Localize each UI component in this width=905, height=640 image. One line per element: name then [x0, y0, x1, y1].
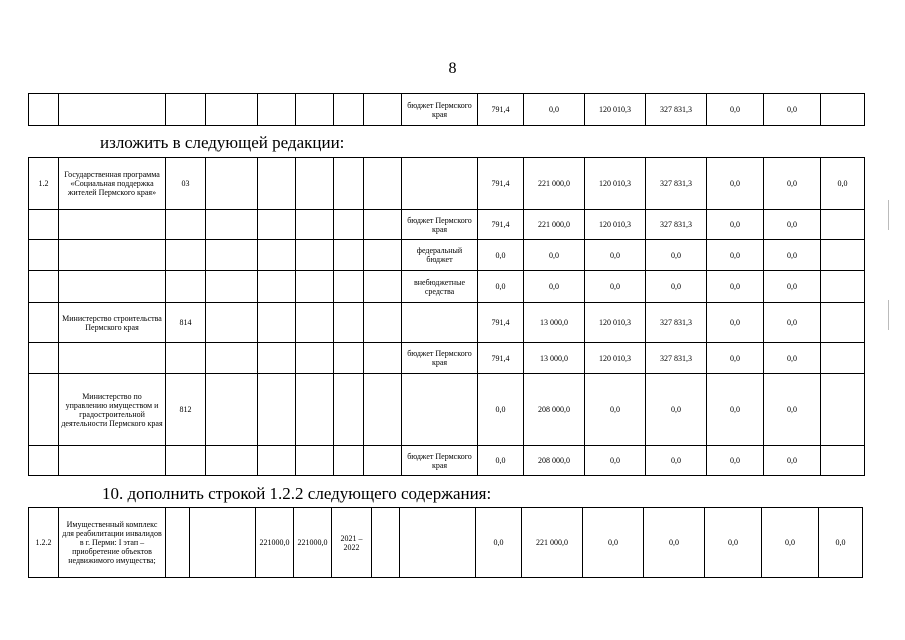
table-cell: 1.2.2: [29, 508, 59, 578]
table-cell: [821, 343, 865, 374]
table-cell: [296, 271, 334, 303]
table-cell: [296, 158, 334, 210]
scan-edge-mark: [888, 200, 889, 230]
table-row: [29, 343, 865, 374]
table-cell: 0,0: [764, 446, 821, 476]
table-cell: 0,0: [762, 508, 819, 578]
table-cell: [364, 210, 402, 240]
table-cell: [296, 343, 334, 374]
table-cell: [206, 343, 258, 374]
table-cell: 13 000,0: [524, 303, 585, 343]
table-cell: [296, 94, 334, 126]
table-cell: [400, 508, 476, 578]
table-cell: 0,0: [524, 94, 585, 126]
table-cell: 120 010,3: [585, 343, 646, 374]
table-cell: Имущественный комплекс для реабилитации инвалидов в г. Перми: I этап – приобретение объектов недвижимого имущества;: [59, 508, 166, 578]
table-cell: 221000,0: [294, 508, 332, 578]
table-cell: 327 831,3: [646, 94, 707, 126]
table-cell: [296, 303, 334, 343]
table-cell: 0,0: [764, 210, 821, 240]
table-row: [29, 303, 865, 343]
table-cell: 791,4: [478, 303, 524, 343]
table-cell: [166, 240, 206, 271]
table-cell: [364, 343, 402, 374]
table-cell: [364, 446, 402, 476]
table-cell: 812: [166, 374, 206, 446]
table-cell: 0,0: [764, 374, 821, 446]
table-cell: 120 010,3: [585, 94, 646, 126]
table-cell: 0,0: [478, 446, 524, 476]
table-cell: 0,0: [764, 343, 821, 374]
table-cell: 0,0: [764, 271, 821, 303]
table-cell: [402, 158, 478, 210]
table-cell: 221 000,0: [524, 210, 585, 240]
table-cell: [364, 158, 402, 210]
table-cell: [334, 446, 364, 476]
scan-edge-mark: [888, 300, 889, 330]
table-cell: [59, 94, 166, 126]
table-cell: [402, 303, 478, 343]
table-cell: бюджет Пермского края: [402, 210, 478, 240]
table-cell: 2021 – 2022: [332, 508, 372, 578]
table-cell: 327 831,3: [646, 303, 707, 343]
table-row: [29, 210, 865, 240]
table-cell: 0,0: [585, 271, 646, 303]
table-cell: [258, 210, 296, 240]
table-cell: [206, 210, 258, 240]
table-cell: 327 831,3: [646, 343, 707, 374]
table-cell: 120 010,3: [585, 158, 646, 210]
table-cell: 0,0: [478, 271, 524, 303]
table-cell: 120 010,3: [585, 210, 646, 240]
table-cell: 814: [166, 303, 206, 343]
table-cell: 03: [166, 158, 206, 210]
table-row: [29, 374, 865, 446]
table-cell: 0,0: [524, 271, 585, 303]
table-cell: [296, 446, 334, 476]
table-cell: [59, 210, 166, 240]
table-cell: [821, 374, 865, 446]
table-cell: 0,0: [583, 508, 644, 578]
table-row: [29, 508, 863, 578]
table-cell: [206, 271, 258, 303]
table-cell: 0,0: [764, 303, 821, 343]
table-cell: [296, 210, 334, 240]
table-row: [29, 240, 865, 271]
table-cell: [258, 303, 296, 343]
table-cell: 0,0: [707, 303, 764, 343]
table-cell: [29, 210, 59, 240]
table-row: [29, 446, 865, 476]
table-cell: [334, 343, 364, 374]
table-cell: 0,0: [646, 446, 707, 476]
table-cell: [29, 271, 59, 303]
table-cell: [334, 271, 364, 303]
table-cell: [206, 446, 258, 476]
table-cell: [364, 271, 402, 303]
table-row: [29, 271, 865, 303]
table-cell: 1.2: [29, 158, 59, 210]
table-cell: 208 000,0: [524, 446, 585, 476]
table-cell: 221 000,0: [524, 158, 585, 210]
table-cell: [821, 210, 865, 240]
table-cell: 0,0: [646, 240, 707, 271]
table-cell: [206, 374, 258, 446]
table-cell: [334, 210, 364, 240]
table-cell: федеральный бюджет: [402, 240, 478, 271]
table-cell: [166, 210, 206, 240]
table-cell: [166, 446, 206, 476]
table-cell: [296, 374, 334, 446]
table-cell: [29, 303, 59, 343]
table-cell: 0,0: [478, 240, 524, 271]
table-cell: [821, 94, 865, 126]
table-cell: внебюджетные средства: [402, 271, 478, 303]
table-cell: бюджет Пермского края: [402, 94, 478, 126]
table-cell: [258, 374, 296, 446]
table-cell: [190, 508, 256, 578]
table-cell: 791,4: [478, 343, 524, 374]
table-cell: [258, 343, 296, 374]
table-cell: [372, 508, 400, 578]
heading-add-row: 10. дополнить строкой 1.2.2 следующего содержания:: [102, 484, 492, 503]
table-cell: 0,0: [707, 343, 764, 374]
table-cell: 0,0: [764, 94, 821, 126]
table-cell: [364, 240, 402, 271]
table-top-continuation: [28, 93, 865, 126]
table-cell: [334, 158, 364, 210]
table-cell: 13 000,0: [524, 343, 585, 374]
table-cell: [29, 240, 59, 271]
table-cell: [258, 240, 296, 271]
table-cell: [166, 343, 206, 374]
table-cell: 0,0: [476, 508, 522, 578]
table-cell: [821, 446, 865, 476]
table-cell: Министерство строительства Пермского края: [59, 303, 166, 343]
table-cell: 0,0: [644, 508, 705, 578]
table-cell: [334, 303, 364, 343]
heading-new-edition: изложить в следующей редакции:: [100, 133, 345, 152]
table-cell: Государственная программа «Социальная поддержка жителей Пермского края»: [59, 158, 166, 210]
table-cell: 791,4: [478, 94, 524, 126]
table-cell: [29, 94, 59, 126]
table-cell: [821, 240, 865, 271]
table-cell: [59, 240, 166, 271]
table-row: [29, 94, 865, 126]
page-number: 8: [448, 60, 457, 77]
table-cell: [59, 343, 166, 374]
table-cell: [821, 303, 865, 343]
table-cell: [334, 94, 364, 126]
table-cell: [821, 271, 865, 303]
table-cell: [206, 240, 258, 271]
table-cell: [166, 94, 206, 126]
table-cell: 791,4: [478, 158, 524, 210]
table-cell: 0,0: [707, 158, 764, 210]
table-cell: [29, 374, 59, 446]
table-cell: [258, 94, 296, 126]
table-cell: 0,0: [585, 374, 646, 446]
table-cell: 327 831,3: [646, 210, 707, 240]
table-cell: [258, 446, 296, 476]
table-cell: 0,0: [819, 508, 863, 578]
table-cell: 0,0: [585, 446, 646, 476]
table-cell: 0,0: [478, 374, 524, 446]
table-cell: [364, 374, 402, 446]
table-cell: 327 831,3: [646, 158, 707, 210]
table-cell: [29, 343, 59, 374]
table-cell: 0,0: [764, 158, 821, 210]
table-cell: 0,0: [707, 374, 764, 446]
table-cell: [166, 508, 190, 578]
table-cell: [334, 240, 364, 271]
table-cell: [59, 446, 166, 476]
table-cell: [334, 374, 364, 446]
table-cell: 0,0: [821, 158, 865, 210]
table-cell: [258, 158, 296, 210]
table-cell: [206, 158, 258, 210]
table-cell: 221 000,0: [522, 508, 583, 578]
table-cell: 0,0: [707, 271, 764, 303]
table-cell: [206, 303, 258, 343]
table-cell: бюджет Пермского края: [402, 446, 478, 476]
table-cell: [258, 271, 296, 303]
table-cell: [402, 374, 478, 446]
table-cell: 208 000,0: [524, 374, 585, 446]
table-main: [28, 157, 865, 476]
table-cell: [166, 271, 206, 303]
table-cell: Министерство по управлению имуществом и градостроительной деятельности Пермского края: [59, 374, 166, 446]
table-row: [29, 158, 865, 210]
table-cell: [206, 94, 258, 126]
table-cell: 0,0: [646, 374, 707, 446]
table-cell: [29, 446, 59, 476]
table-cell: [364, 94, 402, 126]
table-cell: 0,0: [707, 210, 764, 240]
table-cell: 120 010,3: [585, 303, 646, 343]
table-cell: 0,0: [646, 271, 707, 303]
table-cell: 0,0: [707, 446, 764, 476]
table-cell: 221000,0: [256, 508, 294, 578]
table-cell: бюджет Пермского края: [402, 343, 478, 374]
table-cell: 0,0: [524, 240, 585, 271]
table-cell: 0,0: [764, 240, 821, 271]
table-cell: [296, 240, 334, 271]
table-cell: 0,0: [707, 240, 764, 271]
table-cell: [364, 303, 402, 343]
table-new-row: [28, 507, 863, 578]
table-cell: [59, 271, 166, 303]
table-cell: 0,0: [585, 240, 646, 271]
table-cell: 0,0: [707, 94, 764, 126]
table-cell: 791,4: [478, 210, 524, 240]
table-cell: 0,0: [705, 508, 762, 578]
